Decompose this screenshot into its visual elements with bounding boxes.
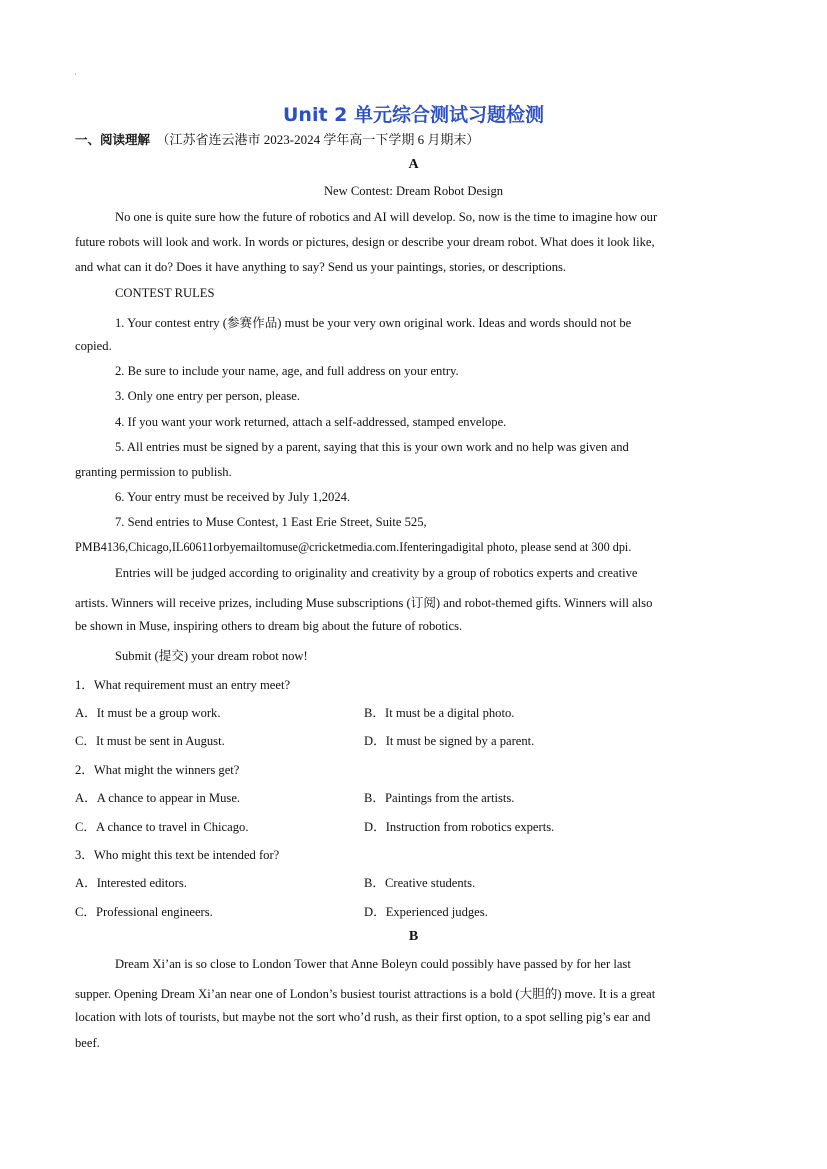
passage-b-line: supper. Opening Dream Xi’an near one of London’s busiest tourist attractions is a bold (大胆的) move. It is a great: [75, 987, 656, 1001]
section-label: 一、阅读理解: [75, 132, 151, 147]
rules-heading: CONTEST RULES: [115, 286, 215, 300]
closing-line: artists. Winners will receive prizes, including Muse subscriptions (订阅) and robot-themed gifts. Winners will also: [75, 596, 653, 610]
closing-line: be shown in Muse, inspiring others to dream big about the future of robotics.: [75, 619, 463, 633]
passage-a-heading: New Contest: Dream Robot Design: [323, 184, 504, 198]
option-b: B．It must be a digital photo.: [364, 706, 515, 720]
option-d: D．It must be signed by a parent.: [364, 734, 535, 748]
passage-a-letter: A: [408, 157, 419, 172]
question-stem: 3．Who might this text be intended for?: [75, 848, 280, 862]
rule-line: 6. Your entry must be received by July 1,2024.: [115, 490, 351, 504]
option-a: A．Interested editors.: [75, 876, 187, 890]
rule-line: PMB4136,Chicago,IL60611orbyemailtomuse@cricketmedia.com.Ifenteringadigital photo, please send at 300 dpi.: [75, 540, 632, 554]
submit-line: Submit (提交) your dream robot now!: [115, 649, 308, 663]
rule-line: 3. Only one entry per person, please.: [115, 389, 301, 403]
option-c: C．It must be sent in August.: [75, 734, 225, 748]
option-b: B．Creative students.: [364, 876, 476, 890]
option-a: A．A chance to appear in Muse.: [75, 791, 241, 805]
section-heading: [75, 129, 479, 148]
option-c: C．Professional engineers.: [75, 905, 213, 919]
header-dot: ·: [74, 70, 77, 79]
option-b: B．Paintings from the artists.: [364, 791, 515, 805]
closing-line: Entries will be judged according to originality and creativity by a group of robotics experts and creative: [115, 566, 638, 580]
passage-b-letter: B: [408, 929, 419, 944]
option-d: D．Experienced judges.: [364, 905, 488, 919]
rule-line: 1. Your contest entry (参赛作品) must be your very own original work. Ideas and words should not be: [115, 316, 632, 330]
passage-b-line: location with lots of tourists, but maybe not the sort who’d rush, as their first option, to a spot selling pig’s ear and: [75, 1010, 651, 1024]
section-source: （江苏省连云港市 2023-2024 学年高一下学期 6 月期末）: [156, 132, 480, 147]
rule-line: 5. All entries must be signed by a parent, saying that this is your own work and no help was given and: [115, 440, 629, 454]
rule-line: copied.: [75, 339, 112, 353]
passage-b-line: beef.: [75, 1036, 100, 1050]
intro-line: future robots will look and work. In words or pictures, design or describe your dream robot. What does it look like,: [75, 235, 655, 249]
question-stem: 1．What requirement must an entry meet?: [75, 678, 291, 692]
rule-line: granting permission to publish.: [75, 465, 232, 479]
option-a: A．It must be a group work.: [75, 706, 221, 720]
option-c: C．A chance to travel in Chicago.: [75, 820, 249, 834]
rule-line: 4. If you want your work returned, attach a self-addressed, stamped envelope.: [115, 415, 507, 429]
question-stem: 2．What might the winners get?: [75, 763, 240, 777]
rule-line: 7. Send entries to Muse Contest, 1 East Erie Street, Suite 525,: [115, 515, 427, 529]
passage-b-line: Dream Xi’an is so close to London Tower that Anne Boleyn could possibly have passed by for her last: [115, 957, 631, 971]
intro-line: No one is quite sure how the future of robotics and AI will develop. So, now is the time to imagine how our: [115, 210, 658, 224]
page-title: Unit 2 单元综合测试习题检测: [282, 104, 544, 126]
intro-line: and what can it do? Does it have anything to say? Send us your paintings, stories, or descriptions.: [75, 260, 567, 274]
rule-line: 2. Be sure to include your name, age, and full address on your entry.: [115, 364, 459, 378]
option-d: D．Instruction from robotics experts.: [364, 820, 555, 834]
